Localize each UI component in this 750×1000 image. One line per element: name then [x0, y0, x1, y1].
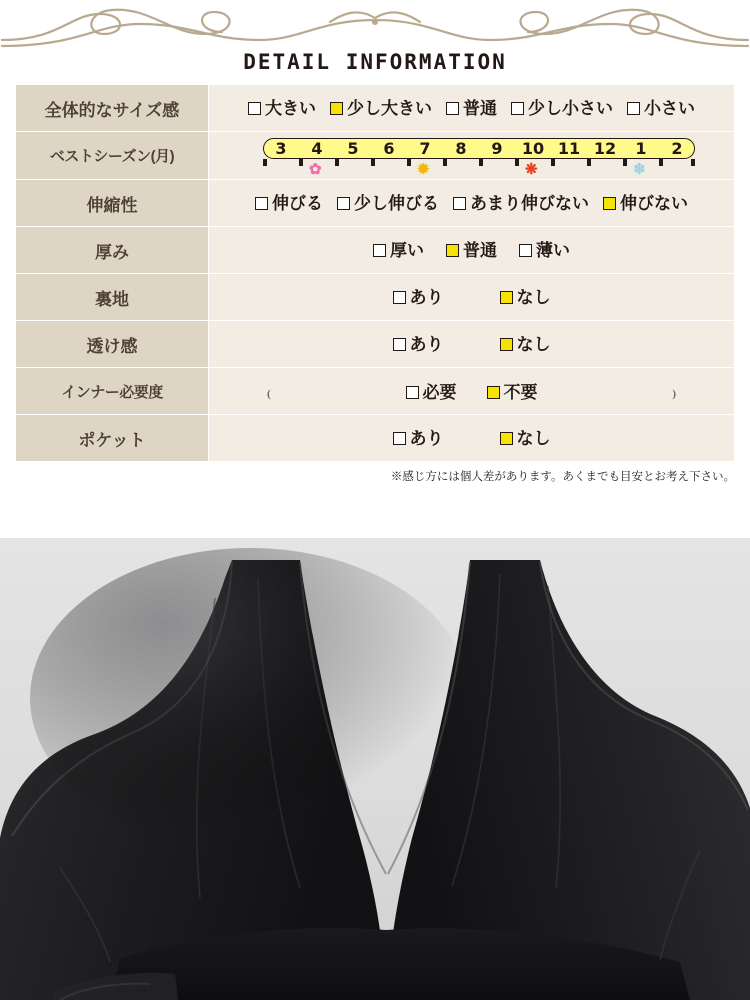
- table-row-pocket: [16, 415, 735, 462]
- option-label: 小さい: [644, 98, 695, 118]
- option-label: あり: [409, 428, 444, 448]
- table-row-lining: [16, 274, 735, 321]
- row-value-sheer: [209, 321, 735, 368]
- season-month: 12: [593, 139, 617, 158]
- option-label: 伸びない: [620, 193, 688, 213]
- table-row-size: [16, 85, 735, 132]
- checkbox-checked-icon[interactable]: [487, 386, 500, 399]
- option-label: 薄い: [536, 240, 570, 260]
- checkbox-icon[interactable]: [453, 197, 466, 210]
- checkbox-icon[interactable]: [337, 197, 350, 210]
- option-size-1[interactable]: [330, 100, 432, 117]
- table-row-sheer: [16, 321, 735, 368]
- checkbox-checked-icon[interactable]: [500, 338, 513, 351]
- season-month: 1: [635, 139, 647, 158]
- checkbox-icon[interactable]: [393, 432, 406, 445]
- option-thickness-2[interactable]: [519, 242, 570, 259]
- row-value-lining: [209, 274, 735, 321]
- checkbox-checked-icon[interactable]: [500, 432, 513, 445]
- checkbox-checked-icon[interactable]: [603, 197, 616, 210]
- page-title: DETAIL INFORMATION: [243, 50, 507, 74]
- option-label: 不要: [503, 383, 538, 402]
- checkbox-icon[interactable]: [446, 102, 459, 115]
- season-month: 3: [275, 139, 287, 158]
- season-month: 2: [671, 139, 683, 158]
- row-label-inner: インナー必要度: [16, 368, 209, 415]
- season-month: 4: [311, 139, 323, 158]
- option-thickness-0[interactable]: [373, 242, 424, 259]
- product-photo: [0, 538, 750, 1000]
- season-month: 10: [521, 139, 545, 158]
- option-label: あり: [409, 334, 444, 354]
- option-label: なし: [516, 287, 551, 307]
- checkbox-icon[interactable]: [248, 102, 261, 115]
- season-month-labels: [263, 138, 695, 159]
- row-label-sheer: 透け感: [16, 321, 209, 368]
- option-thickness-1[interactable]: [446, 242, 497, 259]
- row-label-stretch: 伸縮性: [16, 180, 209, 227]
- row-value-inner: [209, 368, 735, 415]
- table-row-inner: [16, 368, 735, 415]
- option-stretch-1[interactable]: [337, 195, 439, 212]
- option-label: 大きい: [265, 98, 316, 118]
- season-scale: [215, 132, 728, 179]
- row-label-lining: 裏地: [16, 274, 209, 321]
- checkbox-icon[interactable]: [393, 338, 406, 351]
- row-value-pocket: [209, 415, 735, 462]
- season-month: 7: [419, 139, 431, 158]
- row-value-thickness: [209, 227, 735, 274]
- option-label: 少し伸びる: [354, 193, 439, 213]
- maple-leaf-icon: ❋: [525, 161, 538, 178]
- row-value-size: [209, 85, 735, 132]
- disclaimer-note: ※感じ方には個人差があります。あくまでも目安とお考え下さい。: [390, 471, 735, 483]
- option-pocket-0[interactable]: [393, 430, 444, 447]
- option-sheer-0[interactable]: [393, 336, 444, 353]
- checkbox-checked-icon[interactable]: [446, 244, 459, 257]
- option-pocket-1[interactable]: [500, 430, 551, 447]
- option-size-2[interactable]: [446, 100, 497, 117]
- flower-icon: ✿: [309, 161, 322, 178]
- row-label-pocket: ポケット: [16, 415, 209, 462]
- checkbox-icon[interactable]: [406, 386, 419, 399]
- checkbox-checked-icon[interactable]: [330, 102, 343, 115]
- option-label: 伸びる: [272, 193, 323, 213]
- option-label: あり: [409, 287, 444, 307]
- option-sheer-1[interactable]: [500, 336, 551, 353]
- checkbox-icon[interactable]: [373, 244, 386, 257]
- row-label-size: 全体的なサイズ感: [16, 85, 209, 132]
- table-row-stretch: [16, 180, 735, 227]
- season-month: 5: [347, 139, 359, 158]
- option-label: あまり伸びない: [470, 193, 589, 213]
- option-label: 必要: [422, 383, 457, 402]
- option-stretch-2[interactable]: [453, 195, 589, 212]
- option-stretch-3[interactable]: [603, 195, 688, 212]
- ornament-divider: [0, 0, 750, 48]
- option-inner-0[interactable]: [406, 384, 457, 401]
- table-row-thickness: [16, 227, 735, 274]
- option-label: 普通: [463, 240, 497, 260]
- option-size-3[interactable]: [511, 100, 613, 117]
- row-value-season: [209, 132, 735, 180]
- option-label: なし: [516, 334, 551, 354]
- row-label-thickness: 厚み: [16, 227, 209, 274]
- season-month: 8: [455, 139, 467, 158]
- checkbox-icon[interactable]: [255, 197, 268, 210]
- option-lining-1[interactable]: [500, 289, 551, 306]
- option-stretch-0[interactable]: [255, 195, 323, 212]
- checkbox-icon[interactable]: [393, 291, 406, 304]
- option-label: 少し大きい: [347, 98, 432, 118]
- season-icon-row: [263, 160, 695, 179]
- option-size-4[interactable]: [627, 100, 695, 117]
- option-label: 厚い: [390, 240, 424, 260]
- paren-left: (: [267, 388, 271, 400]
- row-label-season: ベストシーズン(月): [16, 132, 209, 180]
- checkbox-icon[interactable]: [627, 102, 640, 115]
- sunflower-icon: ✹: [417, 161, 430, 178]
- option-lining-0[interactable]: [393, 289, 444, 306]
- paren-right: ): [672, 388, 676, 400]
- checkbox-icon[interactable]: [511, 102, 524, 115]
- snowflake-icon: ❄: [633, 161, 646, 178]
- spec-table: [15, 84, 735, 462]
- table-row-season: [16, 132, 735, 180]
- checkbox-icon[interactable]: [519, 244, 532, 257]
- option-label: なし: [516, 428, 551, 448]
- season-month: 6: [383, 139, 395, 158]
- checkbox-checked-icon[interactable]: [500, 291, 513, 304]
- option-inner-1[interactable]: [487, 384, 538, 401]
- row-value-stretch: [209, 180, 735, 227]
- season-month: 11: [557, 139, 581, 158]
- season-month: 9: [491, 139, 503, 158]
- option-label: 少し小さい: [528, 98, 613, 118]
- option-label: 普通: [463, 98, 497, 118]
- option-size-0[interactable]: [248, 100, 316, 117]
